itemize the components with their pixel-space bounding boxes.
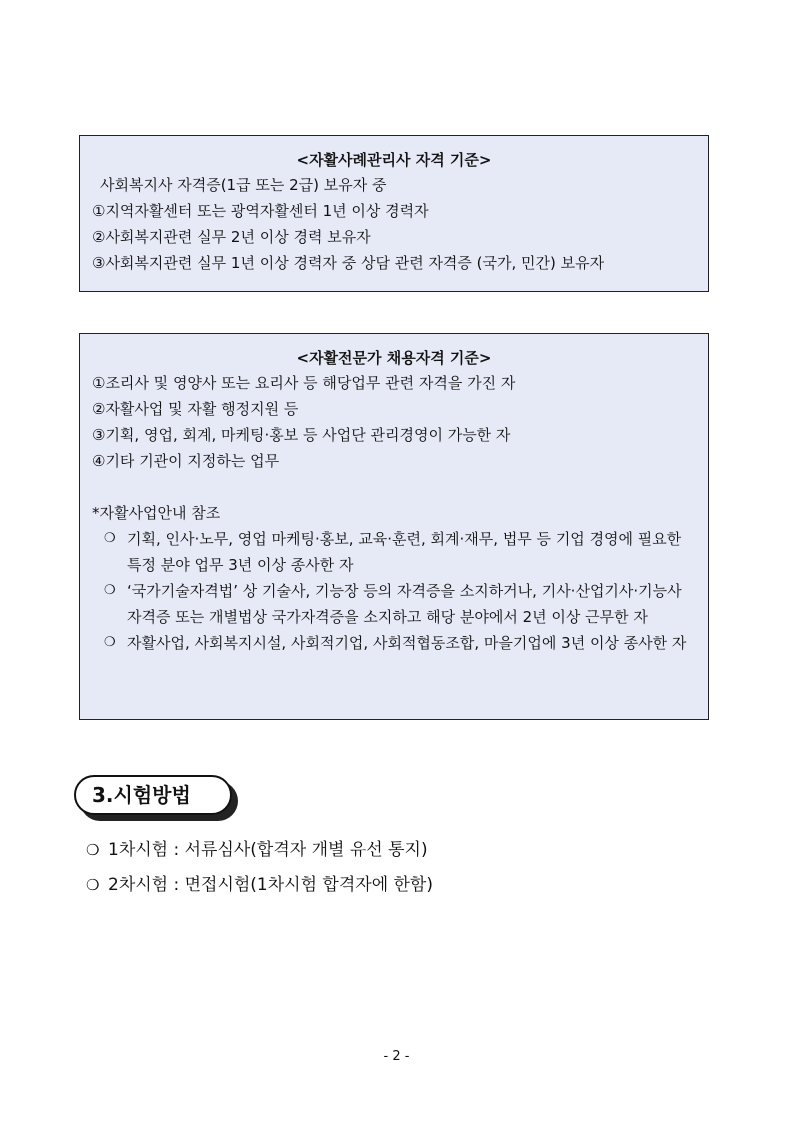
exam-method-item [86,838,428,862]
reference-item-text: 기획, 인사·노무, 영업 마케팅·홍보, 교육·훈련, 회계·재무, 법무 등 기업 경영에 필요한 특정 분야 업무 3년 이상 종사한 자 [127,530,682,574]
circle-bullet-icon: ❍ [104,531,116,546]
box-title: <자활사례관리사 자격 기준> [296,151,492,169]
section-heading-text: 3.시험방법 [74,775,232,815]
reference-title: *자활사업안내 참조 [92,504,221,522]
qualification-box-specialist [79,333,709,720]
exam-method-text: 1차시험 : 서류심사(합격자 개별 유선 통지) [108,840,428,860]
qualification-box-case-manager [79,135,709,292]
circle-bullet-icon: ❍ [104,635,116,650]
box-title: <자활전문가 채용자격 기준> [296,349,492,367]
exam-method-text: 2차시험 : 면접시험(1차시험 합격자에 한함) [108,875,433,895]
section-heading [74,775,244,823]
box-line: ①지역자활센터 또는 광역자활센터 1년 이상 경력자 [92,202,429,220]
reference-item-text: ‘국가기술자격법’ 상 기술사, 기능장 등의 자격증을 소지하거나, 기사·산업기사·기능사 자격증 또는 개별법상 국가자격증을 소지하고 해당 분야에서 2년 이상 근무한 자 [127,582,682,626]
reference-item [92,578,708,630]
box-line: ②자활사업 및 자활 행정지원 등 [92,400,299,418]
reference-item-text: 자활사업, 사회복지시설, 사회적기업, 사회적협동조합, 마을기업에 3년 이상 종사한 자 [127,634,687,652]
reference-item [92,526,708,578]
reference-item [92,630,708,656]
circle-bullet-icon: ❍ [86,876,100,894]
circle-bullet-icon: ❍ [104,583,116,598]
box-line: 사회복지사 자격증(1급 또는 2급) 보유자 중 [100,176,387,194]
box-line: ②사회복지관련 실무 2년 이상 경력 보유자 [92,228,371,246]
page-number: - 2 - [383,1049,410,1064]
exam-method-item [86,873,433,897]
box-line: ④기타 기관이 지정하는 업무 [92,452,280,470]
box-line: ①조리사 및 영양사 또는 요리사 등 해당업무 관련 자격을 가진 자 [92,374,516,392]
box-line: ③사회복지관련 실무 1년 이상 경력자 중 상담 관련 자격증 (국가, 민간) 보유자 [92,254,605,272]
circle-bullet-icon: ❍ [86,841,100,859]
box-line: ③기획, 영업, 회계, 마케팅·홍보 등 사업단 관리경영이 가능한 자 [92,426,511,444]
